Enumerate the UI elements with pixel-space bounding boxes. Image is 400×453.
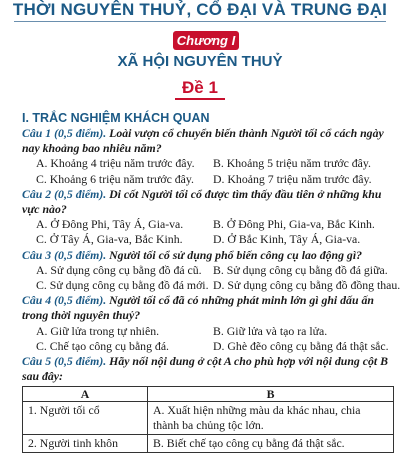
cell-b: B. Biết chế tạo công cụ bằng đá thật sắc. — [148, 435, 394, 453]
running-header: THỜI NGUYÊN THUỶ, CỔ ĐẠI VÀ TRUNG ĐẠI — [12, 0, 388, 19]
option-d[interactable]: D. Sử dụng công cụ bằng đồ đồng thau. — [213, 278, 400, 293]
table-row — [23, 435, 394, 453]
option-a[interactable]: A. Khoảng 4 triệu năm trước đây. — [36, 156, 195, 171]
option-d[interactable]: D. Ghè đẽo công cụ bằng đá thật sắc. — [213, 338, 389, 353]
question-1-options — [22, 156, 390, 186]
option-b[interactable]: B. Giữ lửa và tạo ra lửa. — [213, 323, 328, 338]
option-b[interactable]: B. Khoảng 5 triệu năm trước đây. — [213, 156, 371, 171]
question-number: Câu 2 (0,5 điểm). — [22, 186, 107, 201]
question-text: Hãy nối nội dung ở cột A cho phù hợp với nội dung cột B sau đây: — [22, 354, 388, 384]
option-a[interactable]: A. Sử dụng công cụ bằng đồ đá cũ. — [36, 262, 202, 277]
chapter-title: XÃ HỘI NGUYÊN THUỶ — [117, 53, 283, 70]
question-number: Câu 4 (0,5 điểm). — [22, 293, 107, 308]
section-heading: I. TRẮC NGHIỆM KHÁCH QUAN — [22, 111, 210, 125]
matching-table — [22, 386, 394, 453]
question-text: Người tối cổ đã có những phát minh lớn gì ghi dấu ấn trong thời nguyên thuỷ? — [22, 293, 374, 323]
question-5 — [22, 354, 390, 384]
question-4-options — [22, 324, 390, 354]
question-text: Loài vượn cổ chuyển biến thành Người tối cổ cách ngày nay khoảng bao nhiêu năm? — [22, 126, 384, 156]
chapter-badge: Chương I — [173, 31, 239, 50]
option-c[interactable]: C. Ở Tây Á, Gia-va, Bắc Kinh. — [36, 232, 183, 247]
option-d[interactable]: D. Khoảng 7 triệu năm trước đây. — [213, 171, 372, 186]
question-number: Câu 5 (0,5 điểm). — [22, 354, 107, 369]
column-header-a: A — [23, 387, 148, 402]
question-2 — [22, 187, 390, 217]
question-3 — [22, 248, 390, 263]
question-2-options — [22, 217, 390, 247]
cell-a: 1. Người tối cổ — [23, 402, 148, 435]
cell-a: 2. Người tinh khôn — [23, 435, 148, 453]
option-d[interactable]: D. Ở Bắc Kinh, Tây Á, Gia-va. — [213, 232, 361, 247]
question-1 — [22, 126, 390, 156]
exam-title-underline — [175, 98, 225, 100]
option-b[interactable]: B. Ở Đông Phi, Gia-va, Bắc Kinh. — [213, 217, 375, 232]
question-text: Người tối cổ sử dụng phổ biến công cụ lao động gì? — [106, 247, 362, 262]
table-row — [23, 402, 394, 435]
option-c[interactable]: C. Khoảng 6 triệu năm trước đây. — [36, 171, 194, 186]
question-number: Câu 3 (0,5 điểm). — [22, 247, 107, 262]
option-c[interactable]: C. Chế tạo công cụ bằng đá. — [36, 338, 170, 353]
question-text: Di cốt Người tối cổ được tìm thấy đầu tiên ở những khu vực nào? — [22, 186, 382, 217]
questions-content — [22, 126, 400, 453]
header-divider — [14, 21, 386, 22]
option-b[interactable]: B. Sử dụng công cụ bằng đồ đá giữa. — [213, 262, 388, 277]
option-c[interactable]: C. Sử dụng công cụ bằng đồ đá mới. — [36, 278, 209, 293]
cell-b: A. Xuất hiện những màu da khác nhau, chia thành ba chủng tộc lớn. — [148, 402, 394, 435]
question-number: Câu 1 (0,5 điểm). — [22, 126, 107, 140]
question-3-options — [22, 262, 400, 293]
option-a[interactable]: A. Ở Đông Phi, Tây Á, Gia-va. — [36, 217, 184, 232]
column-header-b: B — [148, 387, 394, 402]
exam-title: Đề 1 — [182, 78, 218, 97]
question-4 — [22, 293, 390, 323]
option-a[interactable]: A. Giữ lửa trong tự nhiên. — [36, 323, 160, 338]
